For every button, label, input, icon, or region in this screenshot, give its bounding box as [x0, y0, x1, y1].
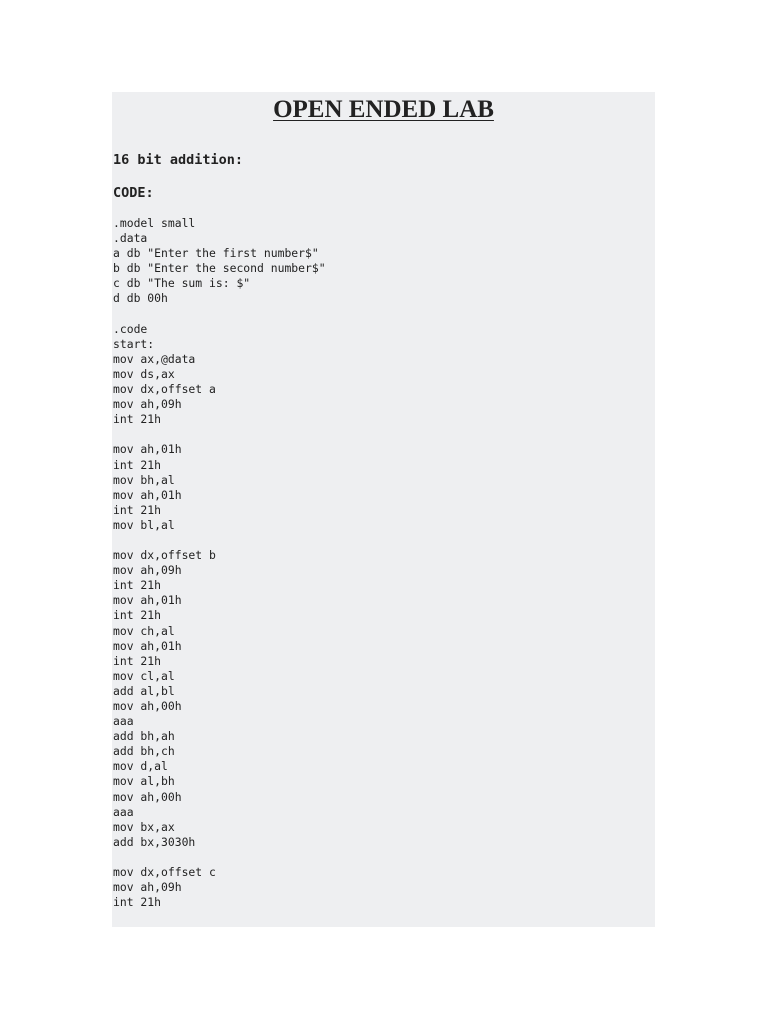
code-line: mov ah,09h — [113, 397, 182, 412]
code-line: add bh,ah — [113, 729, 175, 744]
document-page — [112, 92, 655, 927]
code-line: aaa — [113, 804, 134, 819]
code-line: c db "The sum is: $" — [113, 276, 251, 291]
code-line: mov cl,al — [113, 668, 175, 683]
code-line: mov dx,offset a — [113, 382, 216, 397]
code-line: mov ah,01h — [113, 442, 182, 457]
code-line: a db "Enter the first number$" — [113, 246, 319, 261]
code-line: int 21h — [113, 412, 162, 427]
code-line: mov ch,al — [113, 623, 175, 638]
code-line: int 21h — [113, 608, 162, 623]
code-line: int 21h — [113, 502, 162, 517]
code-heading: CODE: — [113, 185, 154, 201]
document-title: OPEN ENDED LAB — [273, 96, 494, 123]
code-line: mov ah,01h — [113, 638, 182, 653]
code-blank-line — [113, 533, 326, 548]
code-line: .model small — [113, 216, 196, 230]
code-blank-line — [113, 307, 326, 322]
code-line: add bh,ch — [113, 744, 175, 759]
code-line: mov ah,09h — [113, 880, 182, 895]
code-line: mov dx,offset b — [113, 548, 216, 563]
code-line: mov d,al — [113, 759, 168, 774]
code-line: mov al,bh — [113, 774, 175, 789]
code-line: mov bx,ax — [113, 819, 175, 834]
code-line: mov ax,@data — [113, 351, 196, 366]
code-line: mov ah,00h — [113, 789, 182, 804]
code-line: mov bl,al — [113, 517, 175, 532]
code-line: mov ah,09h — [113, 563, 182, 578]
code-line: mov bh,al — [113, 472, 175, 487]
code-line: .data — [113, 231, 148, 246]
code-line: .code — [113, 321, 148, 336]
code-line: int 21h — [113, 653, 162, 668]
code-line: add al,bl — [113, 683, 175, 698]
code-blank-line — [113, 427, 326, 442]
code-line: int 21h — [113, 895, 162, 910]
code-line: mov ah,00h — [113, 699, 182, 713]
code-line: int 21h — [113, 457, 162, 472]
code-line: mov ds,ax — [113, 366, 175, 381]
code-line: d db 00h — [113, 291, 168, 306]
code-listing — [113, 216, 326, 910]
code-line: add bx,3030h — [113, 834, 196, 849]
code-line: b db "Enter the second number$" — [113, 261, 326, 276]
code-line: mov ah,01h — [113, 487, 182, 502]
code-line: mov dx,offset c — [113, 865, 216, 880]
code-line: mov ah,01h — [113, 593, 182, 608]
code-line: int 21h — [113, 578, 162, 593]
section-heading: 16 bit addition: — [113, 152, 244, 168]
code-line: start: — [113, 336, 155, 351]
code-line: aaa — [113, 714, 134, 729]
code-blank-line — [113, 850, 326, 865]
